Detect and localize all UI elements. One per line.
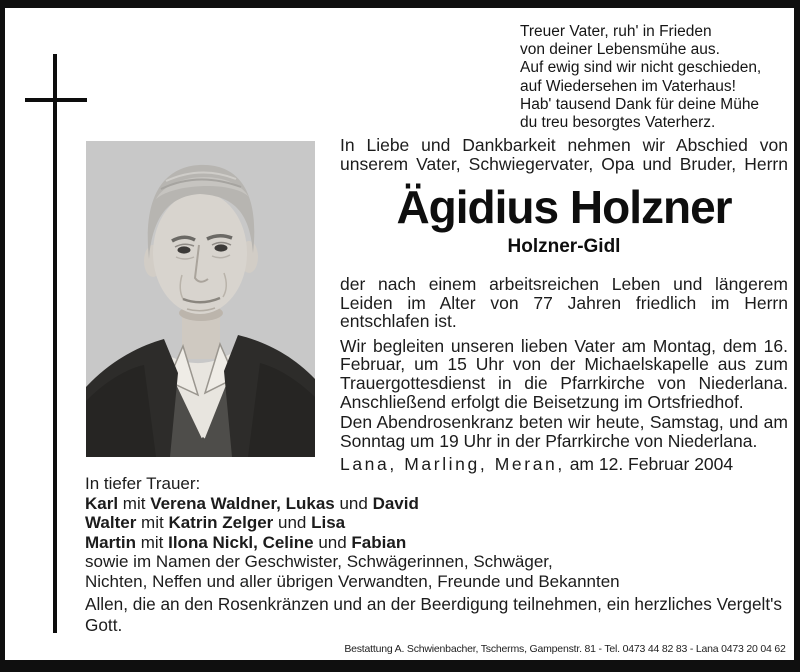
frame-border-left: [0, 0, 5, 672]
frame-border-bottom: [0, 660, 800, 672]
place-date-line: [340, 454, 788, 474]
mourner-name: Lisa: [311, 513, 346, 533]
frame-border-top: [0, 0, 800, 8]
relatives-line: Nichten, Neffen und aller übrigen Verwandten, Freunde und Bekannten: [85, 571, 620, 591]
mourner-line: [85, 533, 730, 553]
poem-line: Treuer Vater, ruh' in Frieden: [520, 23, 712, 40]
mourner-line: [85, 494, 730, 514]
announcement-intro: In Liebe und Dankbarkeit nehmen wir Abschied von unserem Vater, Schwiegervater, Opa und Bruder, Herrn: [340, 135, 788, 174]
frame-border-right: [794, 0, 800, 672]
memorial-poem: [520, 23, 761, 132]
mourner-name: Karl: [85, 493, 119, 513]
mourner-name: Katrin Zelger: [168, 513, 274, 533]
portrait-photo: [86, 141, 315, 457]
poem-line: du treu besorgtes Vaterherz.: [520, 114, 716, 132]
rosary-paragraph: Den Abendrosenkranz beten wir heute, Samstag, und am Sonntag um 19 Uhr in der Pfarrkirche von Niederlana.: [340, 412, 788, 451]
mourners-block: [85, 474, 730, 592]
death-paragraph: der nach einem arbeitsreichen Leben und längerem Leiden im Alter von 77 Jahren friedlich im Herrn entschlafen ist.: [340, 274, 788, 332]
announcement-column: [340, 136, 788, 474]
deceased-name: Ägidius Holzner: [396, 181, 732, 233]
mourner-name: David: [372, 493, 419, 513]
poem-line: Auf ewig sind wir nicht geschieden,: [520, 59, 762, 77]
cross-horizontal-bar: [25, 98, 87, 102]
mourner-line: [85, 513, 730, 533]
mourner-name: Ilona Nickl, Celine: [168, 532, 314, 552]
portrait-illustration: [86, 141, 315, 457]
date-text: am 12. Februar 2004: [564, 454, 734, 475]
mourner-name: Fabian: [351, 532, 407, 552]
thanks-paragraph: Allen, die an den Rosenkränzen und an der Beerdigung teilnehmen, ein herzliches Vergelt's Gott.: [85, 594, 782, 635]
mourner-name: Martin: [85, 532, 136, 552]
poem-line: auf Wiedersehen im Vaterhaus!: [520, 77, 736, 95]
connector-text: und: [313, 532, 352, 552]
poem-line: von deiner Lebensmühe aus.: [520, 41, 720, 59]
relatives-line: sowie im Namen der Geschwister, Schwägerinnen, Schwäger,: [85, 552, 553, 572]
place-names: Lana, Marling, Meran,: [340, 454, 565, 475]
connector-text: und: [273, 513, 312, 533]
mourner-name: Walter: [85, 513, 137, 533]
connector-text: mit: [118, 493, 151, 513]
cross-vertical-bar: [53, 54, 57, 633]
connector-text: und: [334, 493, 373, 513]
connector-text: mit: [136, 513, 169, 533]
undertaker-footer: Bestattung A. Schwienbacher, Tscherms, Gampenstr. 81 - Tel. 0473 44 82 83 - Lana 0473 20 04 62: [344, 643, 786, 655]
deceased-house-name: Holzner-Gidl: [507, 236, 621, 257]
poem-line: Hab' tausend Dank für deine Mühe: [520, 95, 760, 113]
mourning-heading: In tiefer Trauer:: [85, 474, 201, 493]
funeral-paragraph: Wir begleiten unseren lieben Vater am Montag, dem 16. Februar, um 15 Uhr von der Michaelskapelle aus zum Trauergottesdienst in die Pfarrkirche von Niederlana. Anschließend erfolgt die Beisetzung im Ortsfriedhof.: [340, 335, 788, 412]
connector-text: mit: [136, 532, 169, 552]
mourner-name: Verena Waldner, Lukas: [150, 493, 335, 513]
